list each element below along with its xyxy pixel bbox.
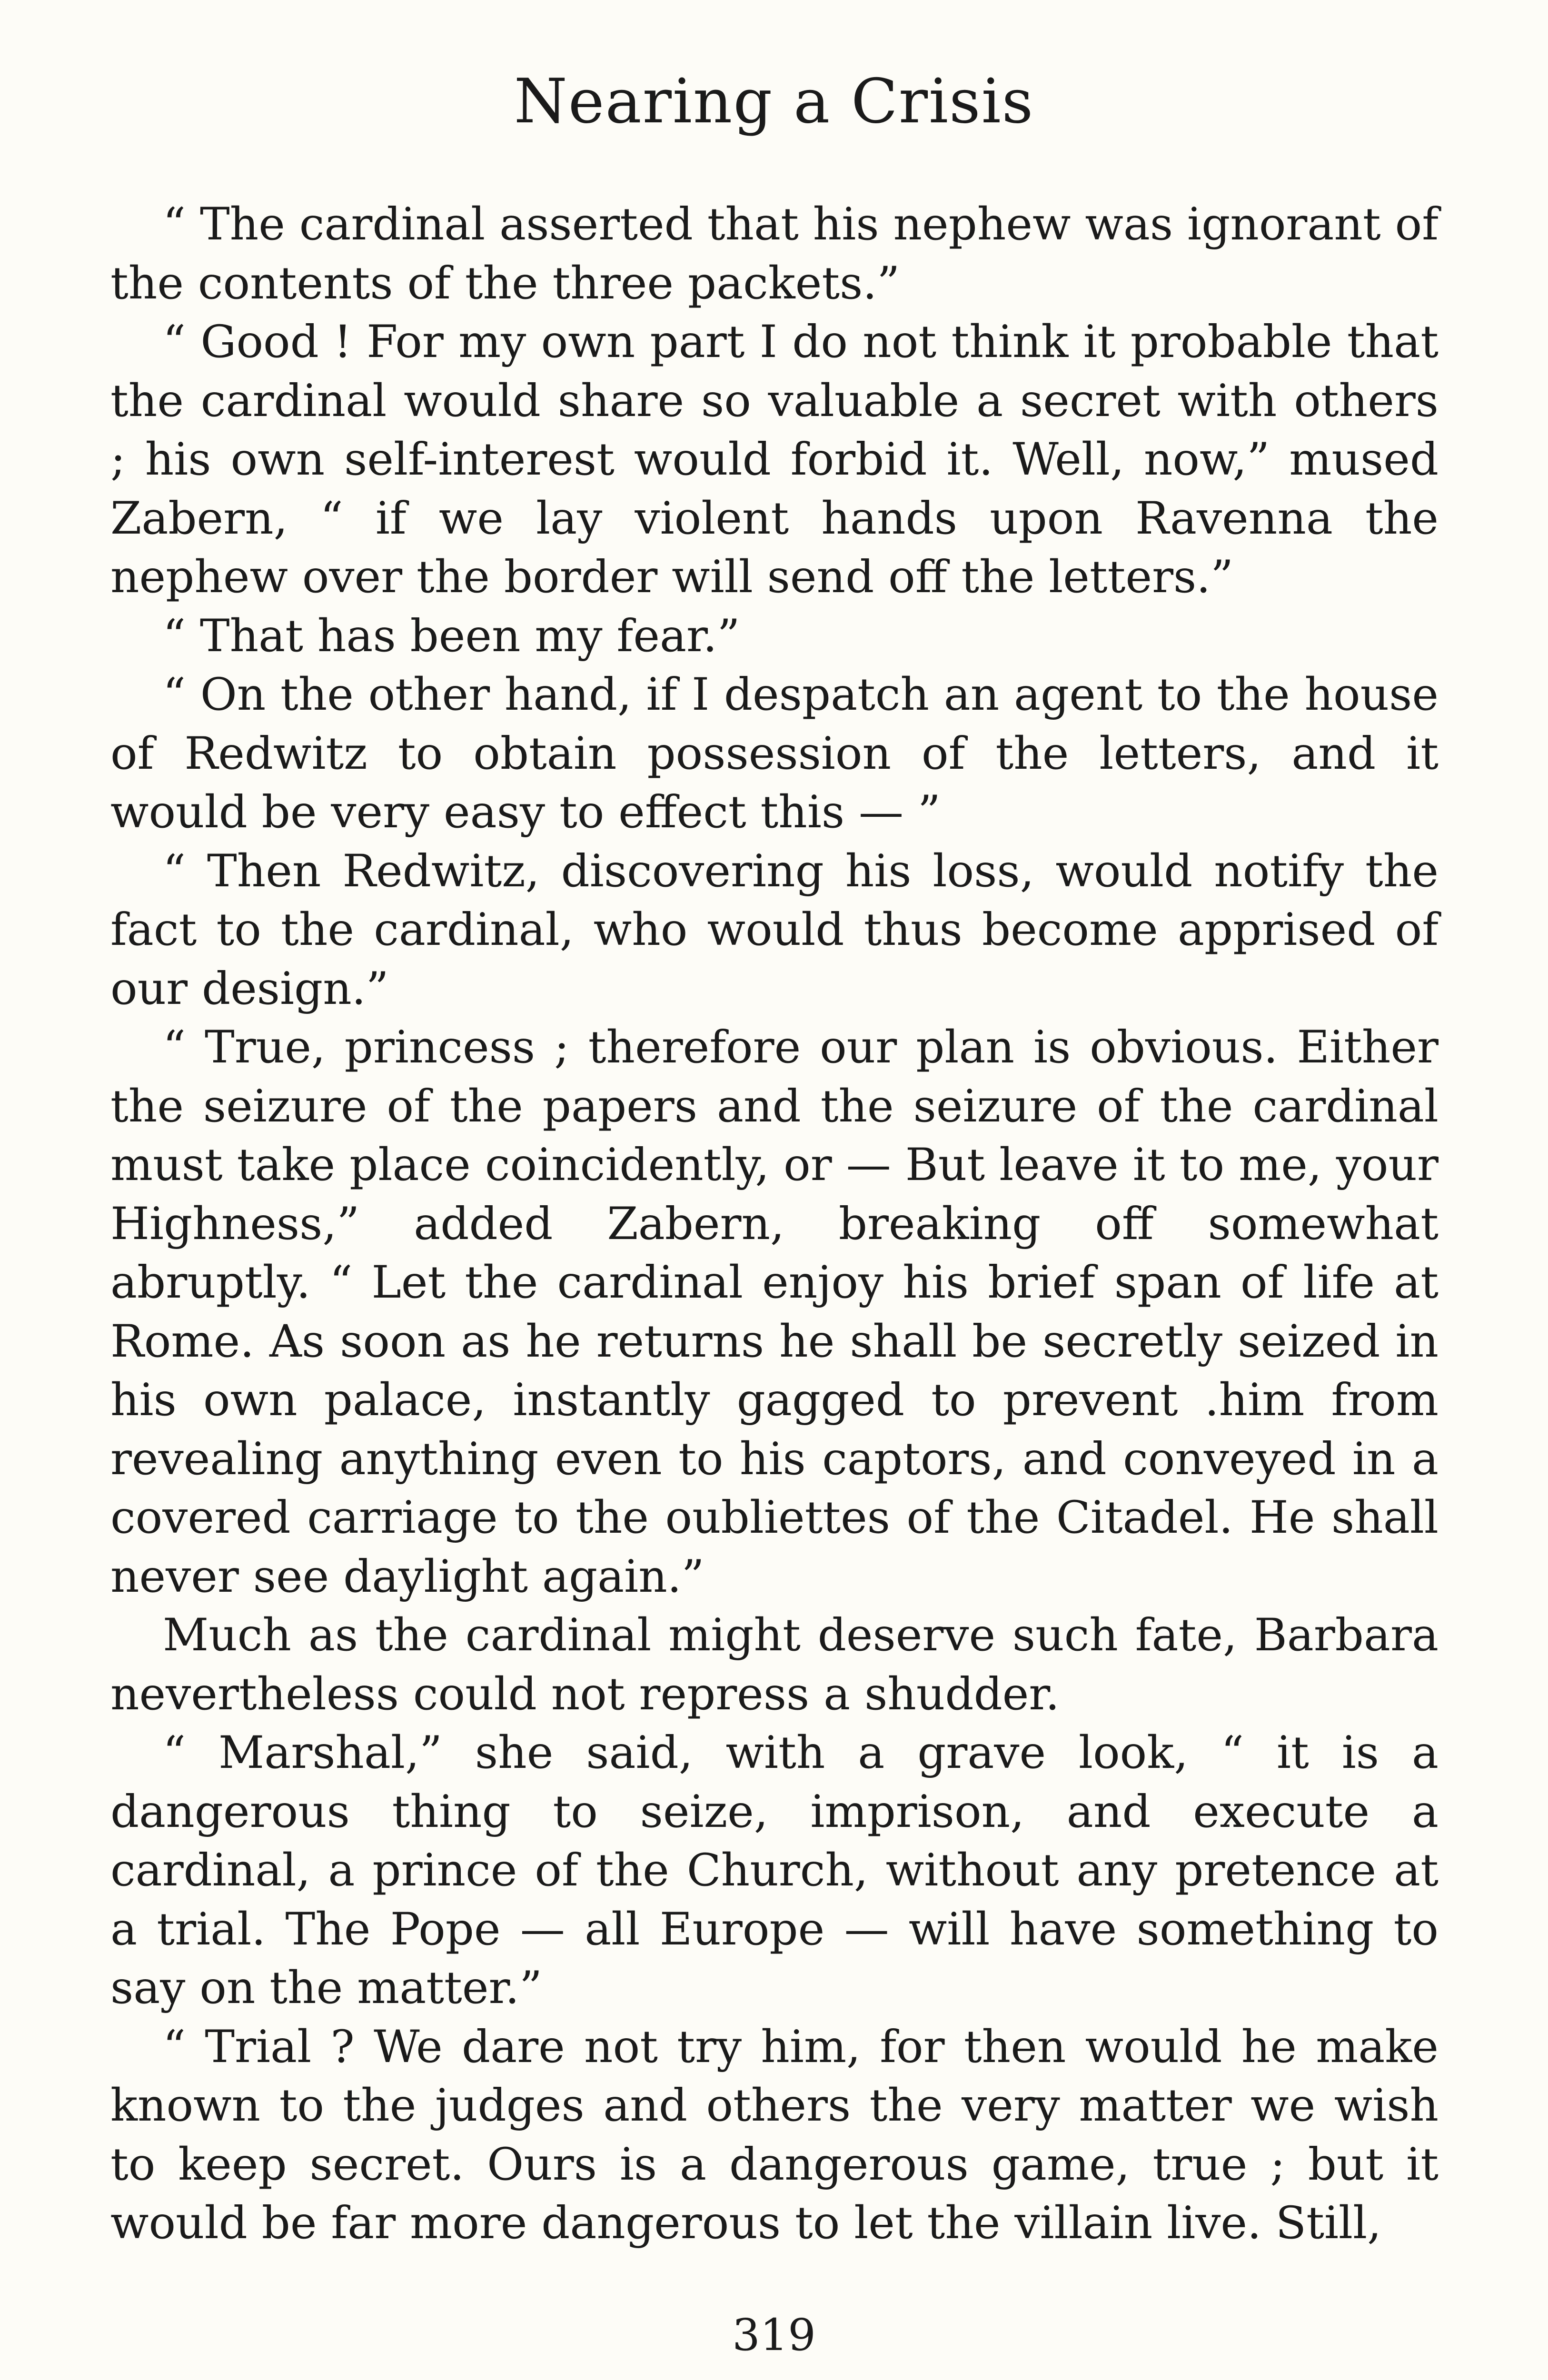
paragraph: “ True, princess ; therefore our plan is obvious. Either the seizure of the papers and the seizure of the cardinal must take place coincidently, or — But leave it to me, your Highness,” added Zabern, breaking off somewhat abruptly. “ Let the cardinal enjoy his brief span of life at Rome. As soon as he returns he shall be secretly seized in his own palace, instantly gagged to prevent .him from revealing anything even to his captors, and conveyed in a covered carriage to the oubliettes of the Citadel. He shall never see daylight again.” [110,1021,1439,1603]
body-text [110,195,1439,2253]
paragraph: “ The cardinal asserted that his nephew was ignorant of the contents of the three packets.” [110,198,1439,309]
paragraph: “ That has been my fear.” [163,610,740,662]
paragraph: “ Good ! For my own part I do not think it probable that the cardinal would share so valuable a secret with others ; his own self-interest would forbid it. Well, now,” mused Zabern, “ if we lay violent hands upon Ravenna the nephew over the border will send off the letters.” [110,316,1439,603]
page-number: 319 [732,2310,816,2360]
paragraph: “ Trial ? We dare not try him, for then would he make known to the judges and others the very matter we wish to keep secret. Ours is a dangerous game, true ; but it would be far more dangerous to let the villain live. Still, [110,2021,1439,2249]
paragraph: Much as the cardinal might deserve such fate, Barbara nevertheless could not repress a shudder. [110,1609,1439,1720]
paragraph: “ Marshal,” she said, with a grave look, “ it is a dangerous thing to seize, imprison, and execute a cardinal, a prince of the Church, without any pretence at a trial. The Pope — all Europe — will have something to say on the matter.” [110,1727,1439,2014]
running-head: Nearing a Crisis [514,66,1034,137]
paragraph: “ Then Redwitz, discovering his loss, would notify the fact to the cardinal, who would thus become apprised of our design.” [110,845,1439,1015]
paragraph: “ On the other hand, if I despatch an agent to the house of Redwitz to obtain possession of the letters, and it would be very easy to effect this — ” [110,669,1439,838]
